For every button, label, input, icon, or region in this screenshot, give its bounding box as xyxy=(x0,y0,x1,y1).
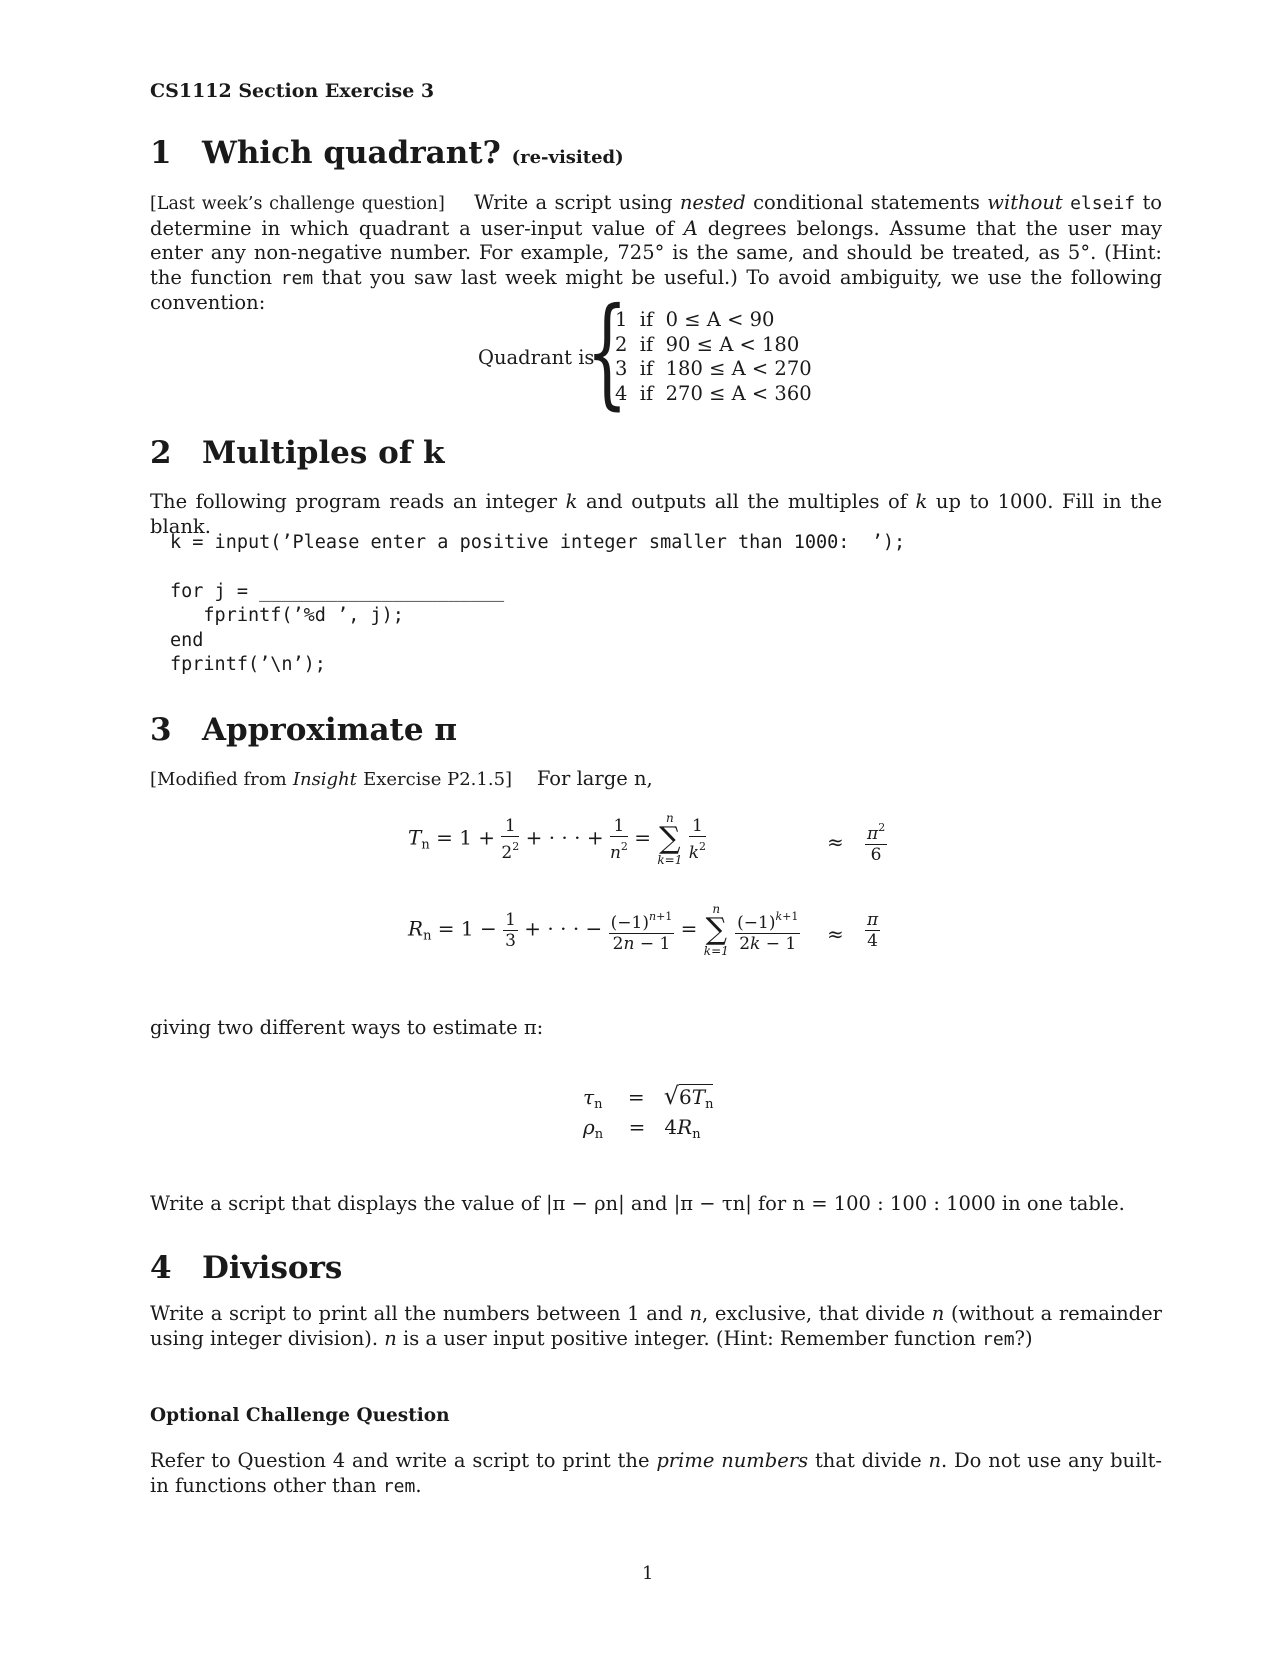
section-1-paragraph: [Last week’s challenge question] Write a script using nested conditional statements without elseif to determine in which quadrant a user-input value of A degrees belongs. Assume that the user may enter any non-negative number. For example, 725° is the same, and should be treated, as 5°. (Hint: the function rem that you saw last week might be useful.) To avoid ambiguity, we use the following convention: xyxy=(150,191,1163,314)
quadrant-label: Quadrant is xyxy=(478,346,595,369)
section-title: Which quadrant? xyxy=(202,135,501,171)
approx-symbol: ≈ xyxy=(827,922,844,946)
challenge-heading: Optional Challenge Question xyxy=(150,1405,450,1426)
pi-over-4: $\frac{\pi}{4}$ xyxy=(867,910,879,951)
quadrant-cases xyxy=(615,308,812,406)
rho-equation: $\rho_n$ = $4R_n$ xyxy=(583,1115,701,1142)
section-title: Divisors xyxy=(202,1250,343,1286)
section-number: 4 xyxy=(150,1250,172,1286)
section-subtitle: (re-visited) xyxy=(511,147,624,168)
section-title: Multiples of k xyxy=(202,435,445,471)
section-3-intro: [Modified from Insight Exercise P2.1.5] For large n, xyxy=(150,767,653,790)
section-1-heading xyxy=(150,135,624,171)
pi-squared-over-6: $\frac{\pi^2}{6}$ xyxy=(865,818,887,865)
case-row: 4 if 270 ≤ A < 360 xyxy=(615,381,812,405)
section-3-heading xyxy=(150,712,457,748)
section-title: Approximate π xyxy=(202,712,458,748)
section-number: 1 xyxy=(150,135,172,171)
case-row: 3 if 180 ≤ A < 270 xyxy=(615,357,812,380)
section-number: 3 xyxy=(150,712,172,748)
code-line: k = input(’Please enter a positive integer smaller than 1000: ’); xyxy=(170,532,906,553)
case-row: 1 if 0 ≤ A < 90 xyxy=(615,308,775,331)
section-4-paragraph: Write a script to print all the numbers between 1 and n, exclusive, that divide n (without a remainder using integer division). n is a user input positive integer. (Hint: Remember function rem?) xyxy=(150,1302,1162,1350)
section-4-heading xyxy=(150,1250,342,1286)
section-2-heading xyxy=(150,435,444,471)
challenge-paragraph: Refer to Question 4 and write a script to print the prime numbers that divide n. Do not use any built-in functions other than rem. xyxy=(150,1449,1163,1497)
code-line: fprintf(’\n’); xyxy=(170,654,326,675)
equation-t: $T_n = 1$ + $\frac{1}{2^2}$ + · · · + $\frac{1}{n^2}$ = n ∑ k=1 $\frac{1}{k^2}$ xyxy=(408,811,707,867)
section-number: 2 xyxy=(150,435,172,471)
brace: { xyxy=(586,283,628,422)
approx-symbol: ≈ xyxy=(827,830,844,854)
page-number: 1 xyxy=(642,1563,654,1584)
giving-text: giving two different ways to estimate π: xyxy=(150,1016,544,1039)
code-line: end xyxy=(170,630,204,651)
section-2-paragraph: The following program reads an integer k and outputs all the multiples of k up to 1000. Fill in the blank. xyxy=(150,490,1163,538)
section-3-task: Write a script that displays the value of |π − ρn| and |π − τn| for n = 100 : 100 : 1000 in one table. xyxy=(150,1192,1125,1215)
case-row: 2 if 90 ≤ A < 180 xyxy=(615,332,800,356)
equation-r: $R_n = 1$ − $\frac{1}{3}$ + · · · − $\frac{(-1)^{n+1}}{2n - 1}$ = n ∑ k=1 $\frac{(-1)^{k+1}}{2k - 1}$ xyxy=(408,902,799,958)
code-line: for j = ______________________ xyxy=(170,581,505,602)
tau-equation: $\tau_n$ = $√6T_n$ xyxy=(583,1082,714,1112)
code-line: fprintf(’%d ’, j); xyxy=(170,605,404,626)
document-title: CS1112 Section Exercise 3 xyxy=(150,80,435,102)
